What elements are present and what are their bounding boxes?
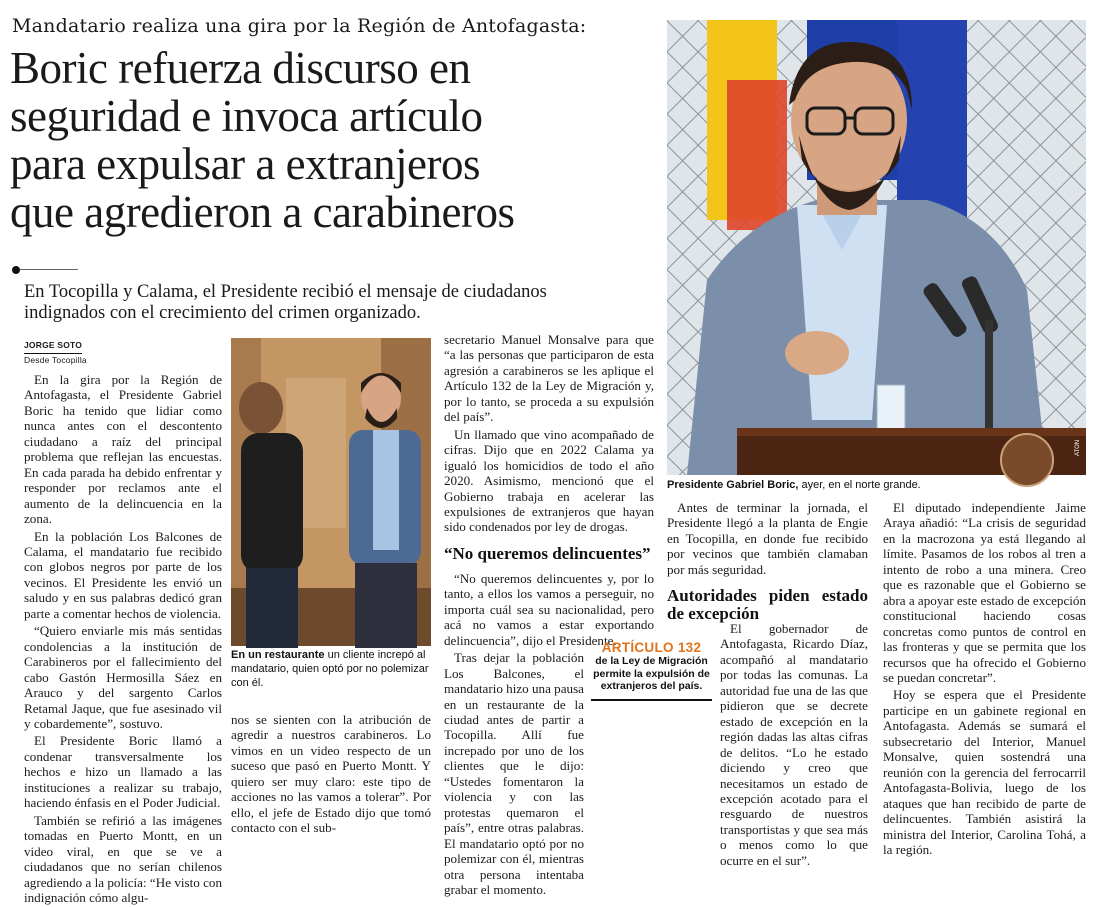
restaurant-photo-caption [231, 648, 431, 690]
paragraph: “No queremos delincuentes y, por lo tanto, a ellos los vamos a perseguir, no importa cuál sea su nacionalidad, pero acá no vamos a estar exportando delincuencia”, dijo el Presidente. [444, 570, 654, 648]
restaurant-photo [231, 338, 431, 646]
text-column-3 [444, 332, 654, 899]
paragraph: Un llamado que vino acompañado de cifras. Dijo que en 2022 Calama ya igualó los homicidios de todo el año 2020. Asimismo, mencionó que el Gobierno trabaja en acelerar las expulsiones de extranjeros que hayan sido condenados por ley de drogas. [444, 426, 654, 535]
pull-quote-rule [591, 699, 712, 701]
paragraph: En la población Los Balcones de Calama, el mandatario fue recibido con globos negros por parte de los vecinos. El Presidente les envió un saludo y en sus palabras dedicó gran parte a comentar hechos de violencia. [24, 528, 222, 621]
main-photo-caption [667, 478, 1086, 492]
text-column-4 [667, 500, 868, 631]
paragraph: También se refirió a las imágenes tomadas en Puerto Montt, en un video viral, en que se ve a ciudadanos que no serían chilenos agrediendo a la policía: “He visto con indignación cómo algu- [24, 812, 222, 905]
text-column-1 [24, 372, 222, 907]
caption-bold: Presidente Gabriel Boric, [667, 479, 799, 491]
paragraph: nos se sienten con la atribución de agredir a nuestros carabineros. Lo vimos en un video respecto de un suceso que pasó en Puerto Montt. Y quiero ser muy claro: este tipo de acciones no las vamos a tolerar”. Por ello, el jefe de Estado dijo que tomó contacto con el sub- [231, 712, 431, 836]
divider-dot [12, 266, 20, 274]
restaurant-photo-illustration [231, 338, 431, 646]
headline-line: seguridad e invoca artículo [10, 91, 483, 141]
article-lead [24, 282, 654, 324]
pull-quote [591, 640, 712, 701]
text-column-5 [883, 500, 1086, 859]
paragraph: “Quiero enviarle mis más sentidas condolencias a la institución de Carabineros por el fallecimiento del cabo Gastón Hermosilla Sáez en Arauco y del sargento Carlos Retamal Jaque, que fue asesinado vil y cobardemente”, sostuvo. [24, 623, 222, 731]
article-kicker: Mandatario realiza una gira por la Región de Antofagasta: [12, 15, 587, 37]
byline-author: JORGE SOTO [24, 339, 82, 354]
paragraph: En la gira por la Región de Antofagasta, el Presidente Gabriel Boric ha tenido que lidiar como nunca antes con el descontento ciudadano a raíz del principal problema que reflejan las encuestas. En cada parada ha debido enfrentar y responder por reclamos ante el aumento de la delincuencia en la zona. [24, 372, 222, 527]
divider-line [20, 269, 78, 270]
subheading: Autoridades piden estado de excepción [667, 586, 868, 624]
headline-line: que agredieron a carabineros [10, 187, 515, 237]
paragraph: Hoy se espera que el Presidente participe en un gabinete regional en Antofagasta. Además se sumará el subsecretario del Interior, Manuel Monsalve, quien sostendrá una reunión con la gerencia del ferrocarril Antofagasta-Bolivia, luego de los ataques que han recibido de parte de delincuentes. También asistirá la ministra del Interior, Carolina Tohá, a la región. [883, 687, 1086, 857]
main-photo [667, 20, 1086, 475]
paragraph: secretario Manuel Monsalve para que “a las personas que participaron de esta agresión a carabineros se les aplique el Artículo 132 de la Ley de Migración y, por lo tanto, se proceda a su expulsión del país”. [444, 332, 654, 425]
paragraph: Tras dejar la población Los Balcones, el mandatario hizo una pausa en un restaurante de la ciudad antes de partir a Tocopilla. Allí fue increpado por uno de los clientes que le dijo: “Ustedes fomentaron la violencia y con las protestas quemaron el país”, entre otras palabras. El mandatario optó por no polemizar con él, mientras otra persona intentaba grabar el momento. [444, 650, 584, 897]
caption-bold: En un restaurante [231, 649, 325, 661]
paragraph: El gobernador de Antofagasta, Ricardo Díaz, acompañó al mandatario por todas las comunas. La autoridad fue una de las que pidieron que se decrete estado de excepción en la región dadas las altas cifras de delitos. “Lo he estado diciendo y creo que necesitamos un estado de excepción acotado para el resguardo de nuestros transportistas y que sea más o menos como lo que ocurre en el sur”. [720, 621, 868, 868]
byline-place: Desde Tocopilla [24, 355, 87, 365]
lead-line: En Tocopilla y Calama, el Presidente recibió el mensaje de ciudadanos [24, 282, 547, 302]
subheading: “No queremos delincuentes” [444, 543, 651, 563]
photo-credit: ATON [1075, 439, 1081, 456]
paragraph: Antes de terminar la jornada, el Presidente llegó a la planta de Engie en Tocopilla, en donde fue recibido por vecinos que también clamaban por más seguridad. [667, 500, 868, 577]
article-headline [10, 44, 650, 236]
text-column-2 [231, 712, 431, 838]
headline-line: Boric refuerza discurso en [10, 43, 471, 93]
byline [24, 339, 87, 367]
paragraph: El Presidente Boric llamó a condenar transversalmente los hechos e hizo un llamado a las instituciones a realizar su trabajo, haciendo énfasis en el Poder Judicial. [24, 733, 222, 811]
text-column-4-continued [720, 621, 868, 870]
pull-quote-text: de la Ley de Migración permite la expulsión de extranjeros del país. [593, 655, 710, 692]
pull-quote-heading: ARTÍCULO 132 [601, 640, 702, 655]
lead-line: indignados con el crecimiento del crimen organizado. [24, 303, 421, 323]
paragraph: El diputado independiente Jaime Araya añadió: “La crisis de seguridad en la macrozona ya está llegando al límite. Pasamos de los robos al tren a intento de robo a una minera. Creo que es razonable que el Gobierno se abra a apoyar este estado de excepción constitucional haciendo cosas concretas como puntos de control en las fronteras y que se permita que los recursos que ha ofrecido el Gobierno se puedan concretar”. [883, 500, 1086, 685]
headline-line: para expulsar a extranjeros [10, 139, 481, 189]
caption-text: un cliente increpó al mandatario, quien optó por no polemizar con él. [231, 649, 429, 689]
main-photo-illustration [667, 20, 1086, 475]
caption-text: ayer, en el norte grande. [798, 479, 921, 491]
